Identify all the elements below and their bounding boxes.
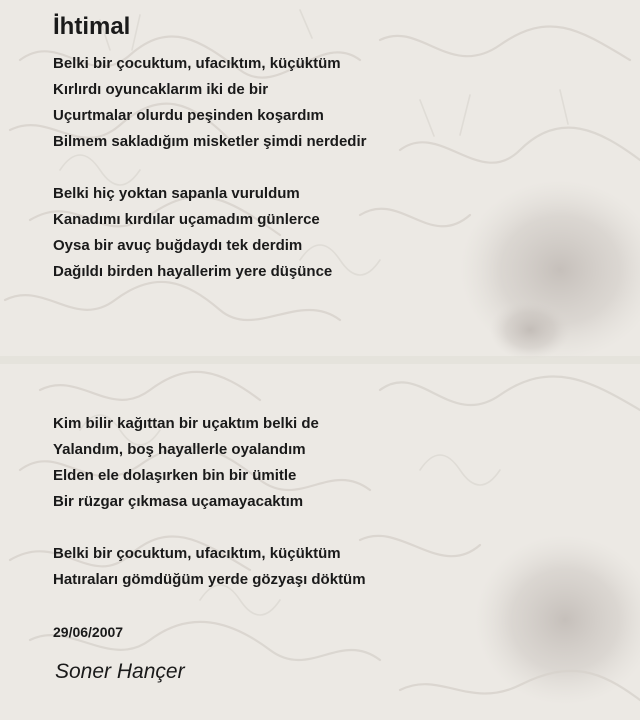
- stanza-3: [53, 411, 319, 515]
- poem-line: Uçurtmalar olurdu peşinden koşardım: [53, 107, 324, 124]
- poem-author: Soner Hançer: [55, 660, 185, 683]
- poem-line: Elden ele dolaşırken bin bir ümitle: [53, 467, 297, 484]
- poem-date: 29/06/2007: [53, 624, 124, 640]
- poem-line: Yalandım, boş hayallerle oyalandım: [53, 441, 306, 458]
- poem-title: İhtimal: [53, 13, 131, 40]
- poem-line: Belki bir çocuktum, ufacıktım, küçüktüm: [53, 55, 341, 72]
- stanza-2: [53, 181, 332, 285]
- poem-line: Kim bilir kağıttan bir uçaktım belki de: [53, 415, 319, 432]
- stanza-4: [53, 541, 366, 593]
- poem-line: Kanadımı kırdılar uçamadım günlerce: [53, 211, 320, 228]
- poem-line: Kırlırdı oyuncaklarım iki de bir: [53, 81, 269, 98]
- poem-line: Belki bir çocuktum, ufacıktım, küçüktüm: [53, 545, 341, 562]
- poem-line: Bilmem sakladığım misketler şimdi nerdedir: [53, 133, 367, 150]
- poem-line: Dağıldı birden hayallerim yere düşünce: [53, 263, 333, 280]
- poem-line: Hatıraları gömdüğüm yerde gözyaşı döktüm: [53, 571, 366, 588]
- poem-line: Oysa bir avuç buğdaydı tek derdim: [53, 237, 303, 254]
- stanza-1: [53, 51, 366, 155]
- poem-line: Bir rüzgar çıkmasa uçamayacaktım: [53, 493, 304, 510]
- poem-line: Belki hiç yoktan sapanla vuruldum: [53, 185, 300, 202]
